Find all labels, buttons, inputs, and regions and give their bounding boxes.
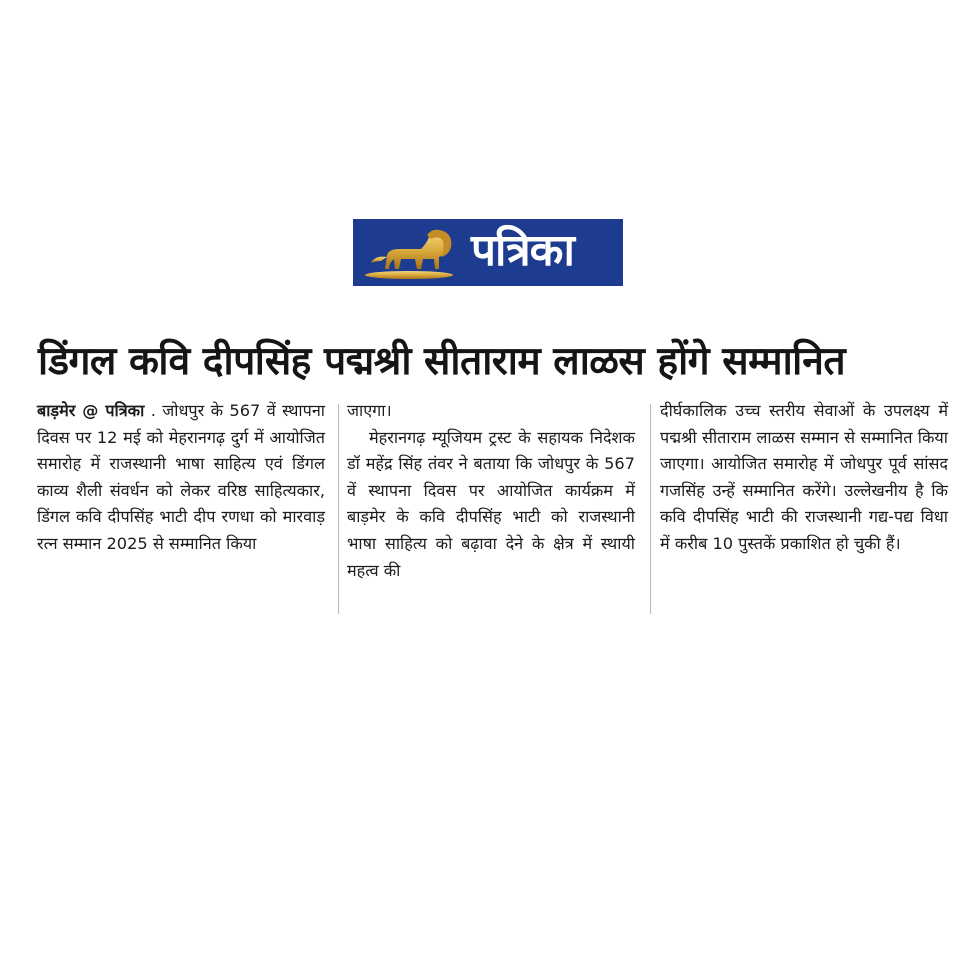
column-divider [338, 404, 339, 614]
article-column-1 [37, 398, 325, 558]
headline: डिंगल कवि दीपसिंह पद्मश्री सीताराम लाळस होंगे सम्मानित [38, 339, 846, 384]
dateline: बाड़मेर @ पत्रिका [37, 401, 145, 420]
article-paragraph: मेहरानगढ़ म्यूजियम ट्रस्ट के सहायक निदेशक डॉ महेंद्र सिंह तंवर ने बताया कि जोधपुर के 567 वें स्थापना दिवस पर आयोजित कार्यक्रम में बाड़मेर के कवि दीपसिंह भाटी को राजस्थानी भाषा साहित्य को बढ़ावा देने के क्षेत्र में स्थायी महत्व की [347, 427, 635, 580]
column-divider [650, 404, 651, 614]
masthead-logo [353, 219, 623, 286]
article-column-2 [347, 398, 635, 584]
article-column-3 [660, 398, 948, 558]
newspaper-name: पत्रिका [471, 225, 574, 276]
article-text: दीर्घकालिक उच्च स्तरीय सेवाओं के उपलक्ष्य में पद्मश्री सीताराम लाळस सम्मान से सम्मानित किया जाएगा। आयोजित समारोह में जोधपुर पूर्व सांसद गजसिंह उन्हें सम्मानित करेंगे। उल्लेखनीय है कि कवि दीपसिंह भाटी की राजस्थानी गद्य-पद्य विधा में करीब 10 पुस्तकें प्रकाशित हो चुकी हैं। [660, 401, 948, 553]
article-text: जाएगा। [347, 401, 392, 420]
golden-lion-icon [363, 225, 461, 281]
article-text: . जोधपुर के 567 वें स्थापना दिवस पर 12 मई को मेहरानगढ़ दुर्ग में आयोजित समारोह में राजस्थानी भाषा साहित्य एवं डिंगल काव्य शैली संवर्धन को लेकर वरिष्ठ साहित्यकार, डिंगल कवि दीपसिंह भाटी दीप रणधा को मारवाड़ रत्न सम्मान 2025 से सम्मानित किया [37, 401, 325, 553]
